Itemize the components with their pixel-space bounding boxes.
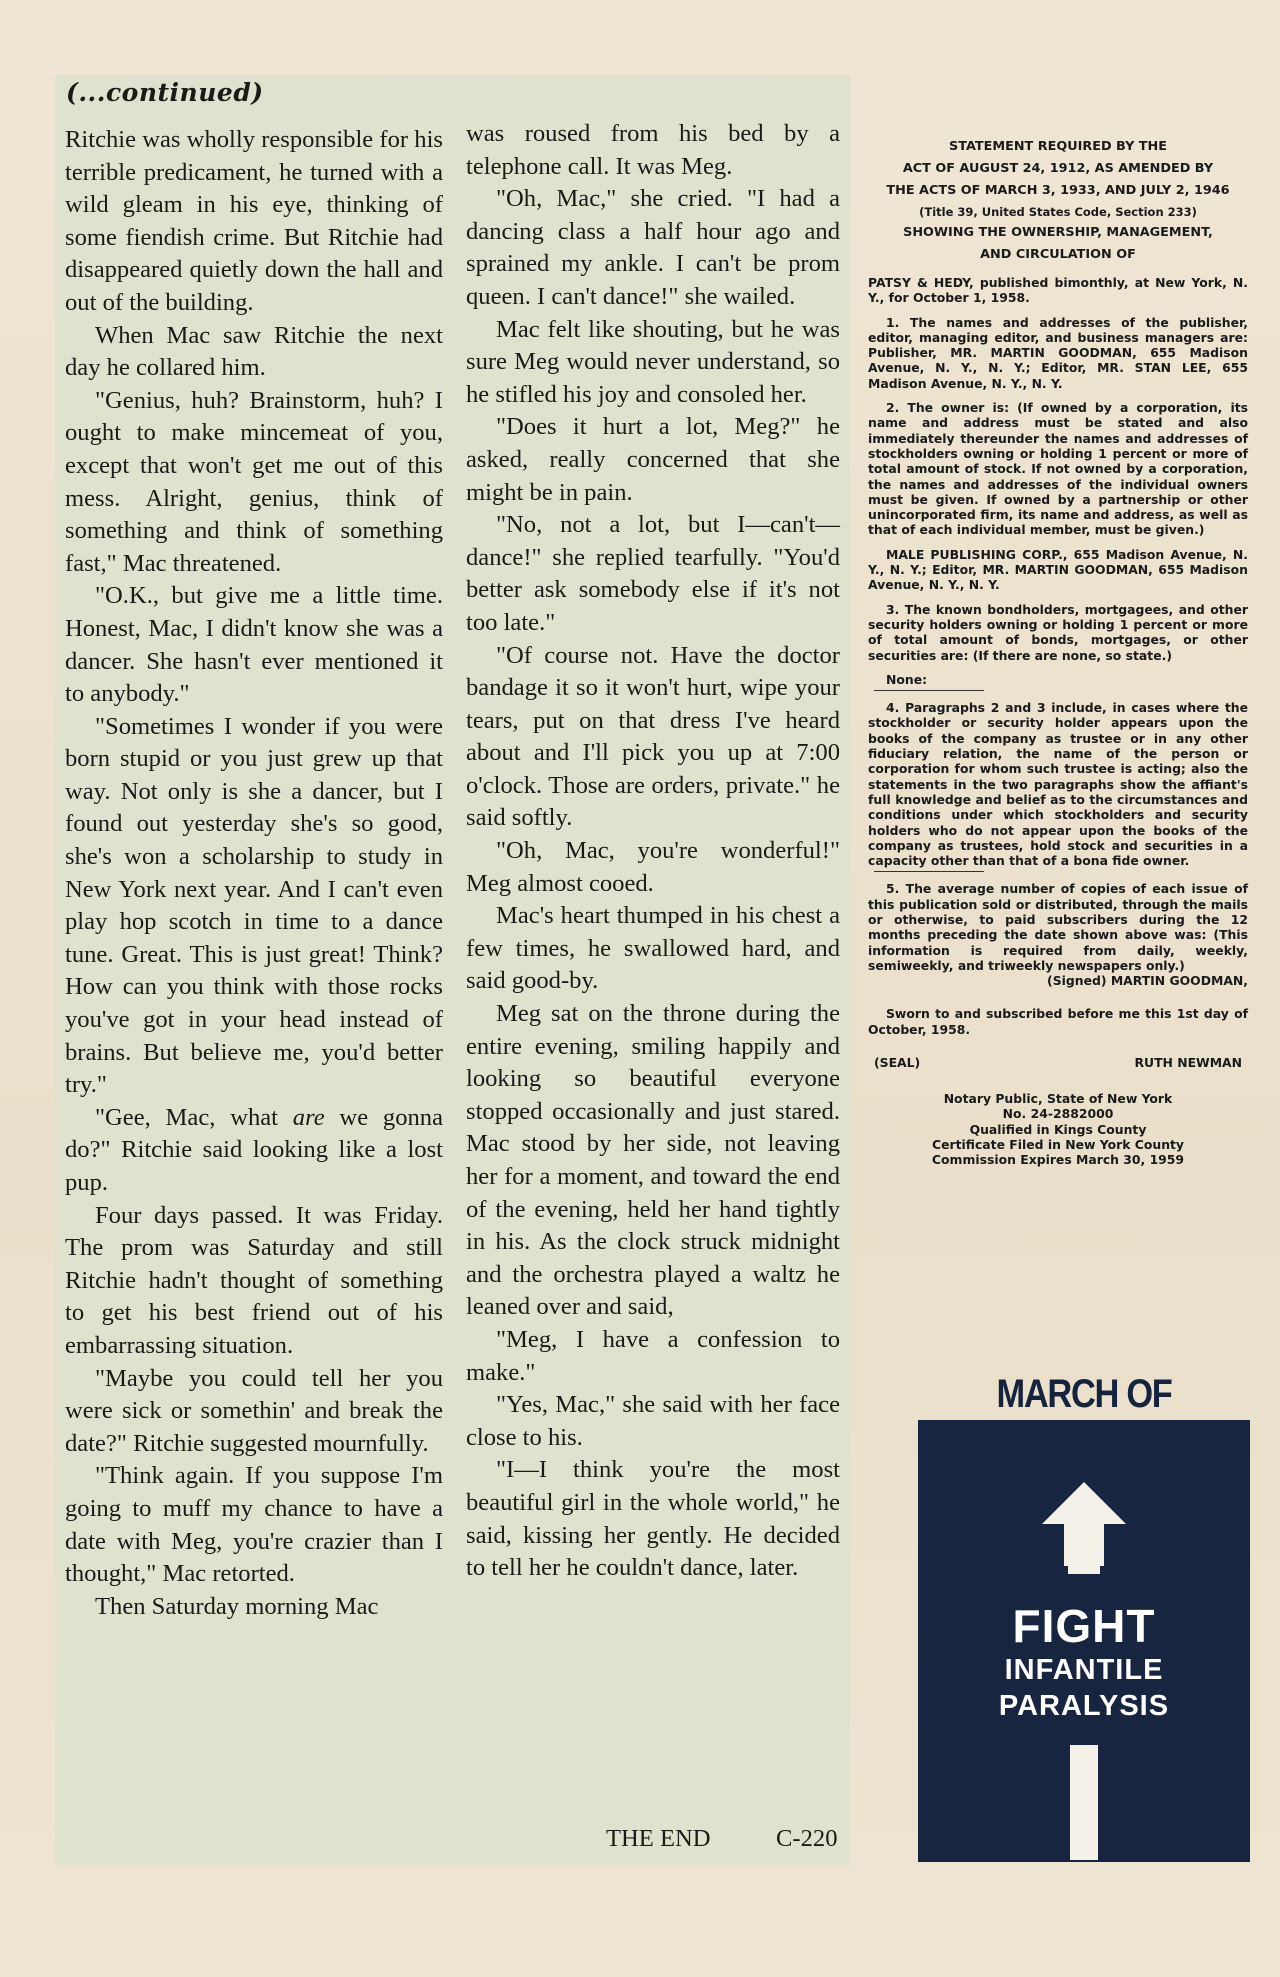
story-paragraph: "Maybe you could tell her you were sick or somethin' and break the date?" Ritchie suggested mournfully.	[65, 1364, 443, 1457]
statement-signed: (Signed) MARTIN GOODMAN,	[1047, 973, 1248, 989]
story-paragraph: "No, not a lot, but I—can't—dance!" she replied tearfully. "You'd better ask somebody else if it's not too late."	[466, 511, 840, 636]
story-paragraph: "Does it hurt a lot, Meg?" he asked, really concerned that she might be in pain.	[466, 413, 840, 506]
story-paragraph: Four days passed. It was Friday. The prom was Saturday and still Ritchie hadn't thought of something to get his best friend out of his embarrassing situation.	[65, 1201, 443, 1359]
notary-line-3: Qualified in Kings County	[969, 1121, 1147, 1137]
notary-name: RUTH NEWMAN	[1134, 1055, 1242, 1071]
ad-line-infantile: INFANTILE	[1004, 1654, 1164, 1686]
story-paragraph: "I—I think you're the most beautiful girl in the whole world," he said, kissing her gently. He decided to tell her he couldn't dance, later.	[466, 1456, 840, 1582]
story-paragraph: was roused from his bed by a telephone call. It was Meg.	[466, 120, 840, 180]
continued-label: (...continued)	[66, 78, 264, 107]
statement-paragraph-2: 2. The owner is: (If owned by a corporation, its name and address must be stated and also immediately thereunder the names and addresses of stockholders owning or holding 1 percent or more of total amount of stock. If not owned by a corporation, the names and addresses of the individual owners must be given. If owned by a partnership or other unincorporated firm, its name and address, as well as that of each individual member, must be given.)	[868, 400, 1248, 538]
statement-intro: PATSY & HEDY, published bimonthly, at New York, N. Y., for October 1, 1958.	[868, 275, 1248, 306]
story-paragraph: Then Saturday morning Mac	[95, 1592, 379, 1620]
statement-sworn: Sworn to and subscribed before me this 1st day of October, 1958.	[868, 1006, 1248, 1037]
notary-line-1: Notary Public, State of New York	[943, 1091, 1173, 1107]
story-paragraph: "O.K., but give me a little time. Honest, Mac, I didn't know she was a dancer. She hasn't ever mentioned it to anybody."	[65, 582, 443, 708]
statement-none: None:	[886, 671, 928, 687]
ad-line-paralysis: PARALYSIS	[998, 1690, 1170, 1722]
story-paragraph: "Genius, huh? Brainstorm, huh? I ought to make mincemeat of you, except that won't get me out of this mess. Alright, genius, think of something and think of something fast," Mac threatened.	[65, 386, 443, 577]
story-paragraph: "Of course not. Have the doctor bandage it so it won't hurt, wipe your tears, put on that dress I've heard about and I'll pick you up at 7:00 o'clock. Those are orders, private." he said softly.	[466, 641, 840, 832]
story-paragraph: Mac felt like shouting, but he was sure Meg would never understand, so he stifled his joy and consoled her.	[466, 315, 840, 408]
notary-line-5: Commission Expires March 30, 1959	[931, 1152, 1185, 1168]
ad-panel	[918, 1420, 1250, 1862]
march-of-dimes-ad	[918, 1372, 1250, 1722]
ad-title: MARCH OF	[996, 1372, 1172, 1416]
statement-heading-3: THE ACTS OF MARCH 3, 1933, AND JULY 2, 1946	[886, 183, 1230, 198]
statement-heading-2: ACT OF AUGUST 24, 1912, AS AMENDED BY	[902, 161, 1214, 176]
story-paragraph: Meg sat on the throne during the entire evening, smiling happily and looking so beautiful everyone stopped occasionally and just stared. Mac stood by her side, not leaving her for a moment, and toward the end of the evening, held her hand tightly in his. As the clock struck midnight and the orchestra played a waltz he leaned over and said,	[466, 1000, 840, 1321]
story-paragraph: Mac's heart thumped in his chest a few times, he swallowed hard, and said good-by.	[466, 902, 840, 995]
story-column-left	[65, 124, 443, 1623]
story-paragraph: "Gee, Mac, what are we gonna do?" Ritchie said looking like a lost pup.	[65, 1103, 443, 1196]
notary-line-2: No. 24-2882000	[1002, 1106, 1114, 1122]
story-paragraph: "Oh, Mac, you're wonderful!" Meg almost cooed.	[466, 837, 840, 897]
ownership-statement	[868, 136, 1248, 1168]
statement-heading-5: SHOWING THE OWNERSHIP, MANAGEMENT,	[903, 225, 1213, 240]
statement-heading-6: AND CIRCULATION OF	[980, 247, 1136, 262]
statement-paragraph-3: 3. The known bondholders, mortgagees, and other security holders owning or holding 1 percent or more of total amount of bonds, mortgages, or other securities are: (If there are none, so state.)	[868, 601, 1248, 663]
story-paragraph: When Mac saw Ritchie the next day he collared him.	[65, 321, 443, 382]
notary-line-4: Certificate Filed in New York County	[931, 1136, 1185, 1152]
story-paragraph: "Meg, I have a confession to make."	[466, 1325, 840, 1386]
story-code: C-220	[776, 1825, 838, 1852]
story-paragraph: "Sometimes I wonder if you were born stupid or you just grew up that way. Not only is she a dancer, but I found out yesterday she's so good, she's won a scholarship to study in New York next year. And I can't even play hop scotch in time to a dance tune. Great. This is just great! Think? How can you think with those rocks you've got in your head instead of brains. But believe me, you'd better try."	[65, 712, 443, 1099]
story-column-right	[466, 118, 840, 1585]
story-paragraph: "Think again. If you suppose I'm going to muff my chance to have a date with Meg, you're crazier than I thought," Mac retorted.	[65, 1462, 443, 1588]
story-paragraph: "Yes, Mac," she said with her face close to his.	[466, 1391, 840, 1451]
statement-owner: MALE PUBLISHING CORP., 655 Madison Avenue, N. Y., N. Y.; Editor, MR. MARTIN GOODMAN, 655 Madison Avenue, N. Y., N. Y.	[868, 546, 1248, 593]
statement-paragraph-1: 1. The names and addresses of the publisher, editor, managing editor, and business managers are: Publisher, MR. MARTIN GOODMAN, 655 Madison Avenue, N. Y., N. Y.; Editor, MR. STAN LEE, 655 Madison Avenue, N. Y., N. Y.	[868, 314, 1248, 391]
seal-label: (SEAL)	[874, 1055, 921, 1071]
statement-paragraph-5: 5. The average number of copies of each issue of this publication sold or distributed, through the mails or otherwise, to paid subscribers during the 12 months preceding the date shown above was: (This information is required from daily, weekly, semiweekly, and triweekly newspapers only.)	[868, 881, 1248, 973]
ad-line-fight: FIGHT	[1012, 1600, 1156, 1652]
statement-heading-1: STATEMENT REQUIRED BY THE	[949, 139, 1167, 154]
the-end-label: THE END	[606, 1825, 711, 1852]
statement-paragraph-4: 4. Paragraphs 2 and 3 include, in cases where the stockholder or security holder appears upon the books of the company as trustee or in any other fiduciary relation, the name of the person or corporation for whom such trustee is acting; also the statements in the two paragraphs show the affiant's full knowledge and belief as to the circumstances and conditions under which stockholders and security holders who do not appear upon the books of the company as trustees, hold stock and securities in a capacity other than that of a bona fide owner.	[868, 700, 1248, 869]
statement-heading-4: (Title 39, United States Code, Section 233)	[919, 205, 1197, 219]
story-paragraph: "Oh, Mac," she cried. "I had a dancing class a half hour ago and sprained my ankle. I can't be prom queen. I can't dance!" she wailed.	[466, 185, 840, 310]
story-paragraph: Ritchie was wholly responsible for his terrible predicament, he turned with a wild gleam in his eye, thinking of some fiendish crime. But Ritchie had disappeared quietly down the hall and out of the building.	[65, 126, 443, 316]
